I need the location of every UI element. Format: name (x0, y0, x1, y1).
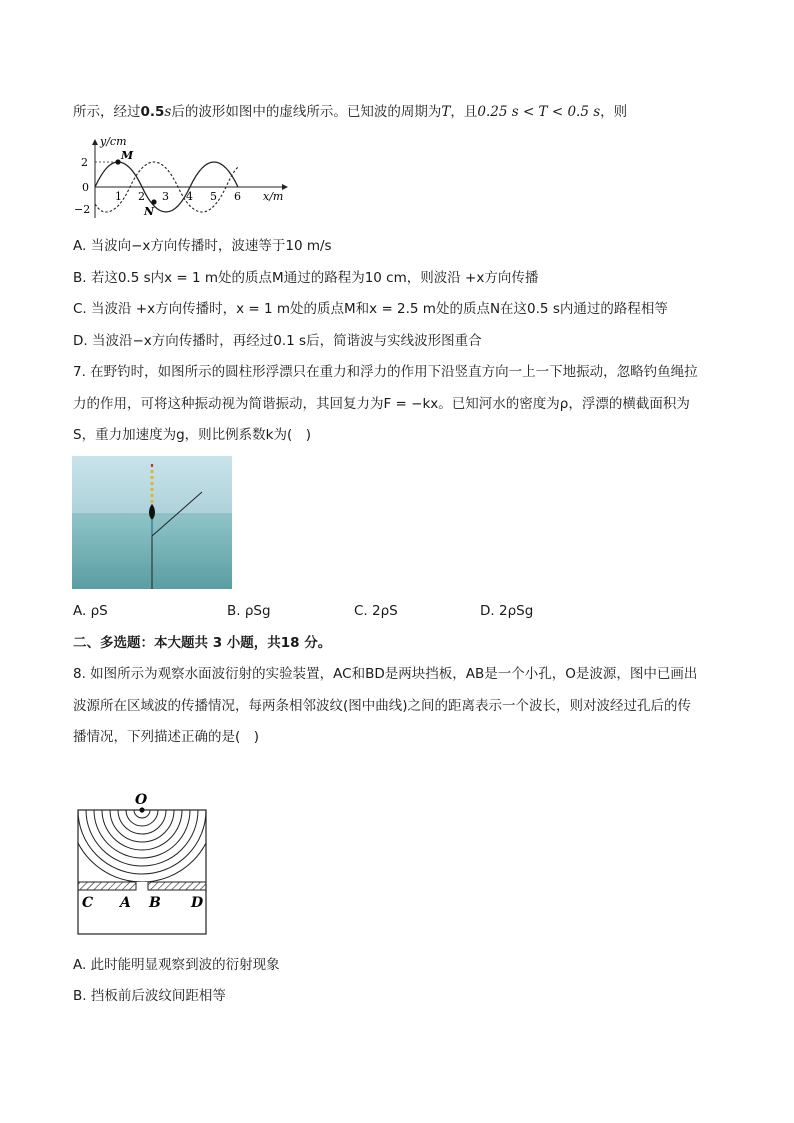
q8-option-b: B. 挡板前后波纹间距相等 (73, 988, 226, 1004)
q6-intro-text-d: 后的波形如图中的虚线所示。已知波的周期为 (171, 104, 442, 120)
q6-intro (73, 102, 627, 122)
label-a: A (120, 895, 131, 911)
q8-stem-line2: 波源所在区域波的传播情况，每两条相邻波纹(图中曲线)之间的距离表示一个波长，则对波经过孔后的传 (73, 698, 692, 714)
q7-stem-line1: 7. 在野钓时，如图所示的圆柱形浮漂只在重力和浮力的作用下沿竖直方向一上一下地振动，忽略钓鱼绳拉 (73, 364, 698, 380)
barrier-ac (78, 882, 136, 890)
y-tick-0: 0 (82, 181, 89, 194)
q6-option-c: C. 当波沿 +x方向传播时，x = 1 m处的质点M和x = 2.5 m处的质点N在这0.5 s内通过的路程相等 (73, 301, 668, 317)
q7-float-photo (72, 456, 232, 589)
point-n (151, 199, 156, 204)
q6-intro-time: 0.5 (140, 104, 165, 120)
q6-intro-text-h: ，则 (600, 104, 628, 120)
point-m (115, 159, 120, 164)
label-c: C (82, 895, 94, 911)
x-tick-4: 4 (186, 190, 193, 203)
q7-option-b: B. ρSg (227, 603, 271, 619)
section-heading-multi-choice: 二、多选题：本大题共 3 小题，共18 分。 (73, 635, 332, 651)
label-d: D (191, 895, 204, 911)
x-tick-1: 1 (115, 190, 122, 203)
q6-intro-unit: s (164, 104, 172, 120)
q6-intro-inequality: 0.25 s < T < 0.5 s (477, 104, 601, 120)
tank-outline (78, 810, 206, 934)
x-tick-5: 5 (210, 190, 217, 203)
q6-option-b: B. 若这0.5 s内x = 1 m处的质点M通过的路程为10 cm，则波沿 +x方向传播 (73, 270, 539, 286)
q7-stem-line2: 力的作用，可将这种振动视为简谐振动，其回复力为F = −kx。已知河水的密度为ρ，浮漂的横截面积为 (73, 396, 690, 412)
q8-stem-line1: 8. 如图所示为观察水面波衍射的实验装置，AC和BD是两块挡板，AB是一个小孔，O是波源，图中已画出 (73, 666, 698, 682)
point-m-label: M (121, 149, 134, 162)
q7-stem-line3: S，重力加速度为g，则比例系数k为( ) (73, 427, 311, 443)
q8-diffraction-figure (74, 789, 212, 935)
q7-option-a: A. ρS (73, 603, 108, 619)
q8-stem-line3: 播情况，下列描述正确的是( ) (73, 729, 260, 745)
x-tick-6: 6 (234, 190, 241, 203)
q6-intro-period: T (441, 104, 451, 120)
y-tick-2: 2 (81, 156, 88, 169)
q6-option-d: D. 当波沿−x方向传播时，再经过0.1 s后，简谐波与实线波形图重合 (73, 333, 482, 349)
q6-wave-graph (72, 133, 292, 223)
label-o: O (135, 792, 148, 808)
y-axis-arrow (92, 139, 98, 145)
q6-option-a: A. 当波向−x方向传播时，波速等于10 m/s (73, 238, 332, 254)
barrier-bd (148, 882, 206, 890)
q8-option-a: A. 此时能明显观察到波的衍射现象 (73, 957, 280, 973)
y-axis-label: y/cm (100, 135, 127, 148)
x-tick-2: 2 (138, 190, 145, 203)
q6-intro-text-f: ，且 (450, 104, 478, 120)
wave-source (139, 807, 144, 812)
q7-option-d: D. 2ρSg (480, 603, 534, 619)
x-axis-label: x/m (263, 190, 284, 203)
q7-option-c: C. 2ρS (354, 603, 398, 619)
point-n-label: N (144, 205, 155, 218)
y-tick-neg2: −2 (74, 203, 91, 216)
label-b: B (149, 895, 161, 911)
q6-intro-text-a: 所示，经过 (73, 104, 141, 120)
x-tick-3: 3 (162, 190, 169, 203)
